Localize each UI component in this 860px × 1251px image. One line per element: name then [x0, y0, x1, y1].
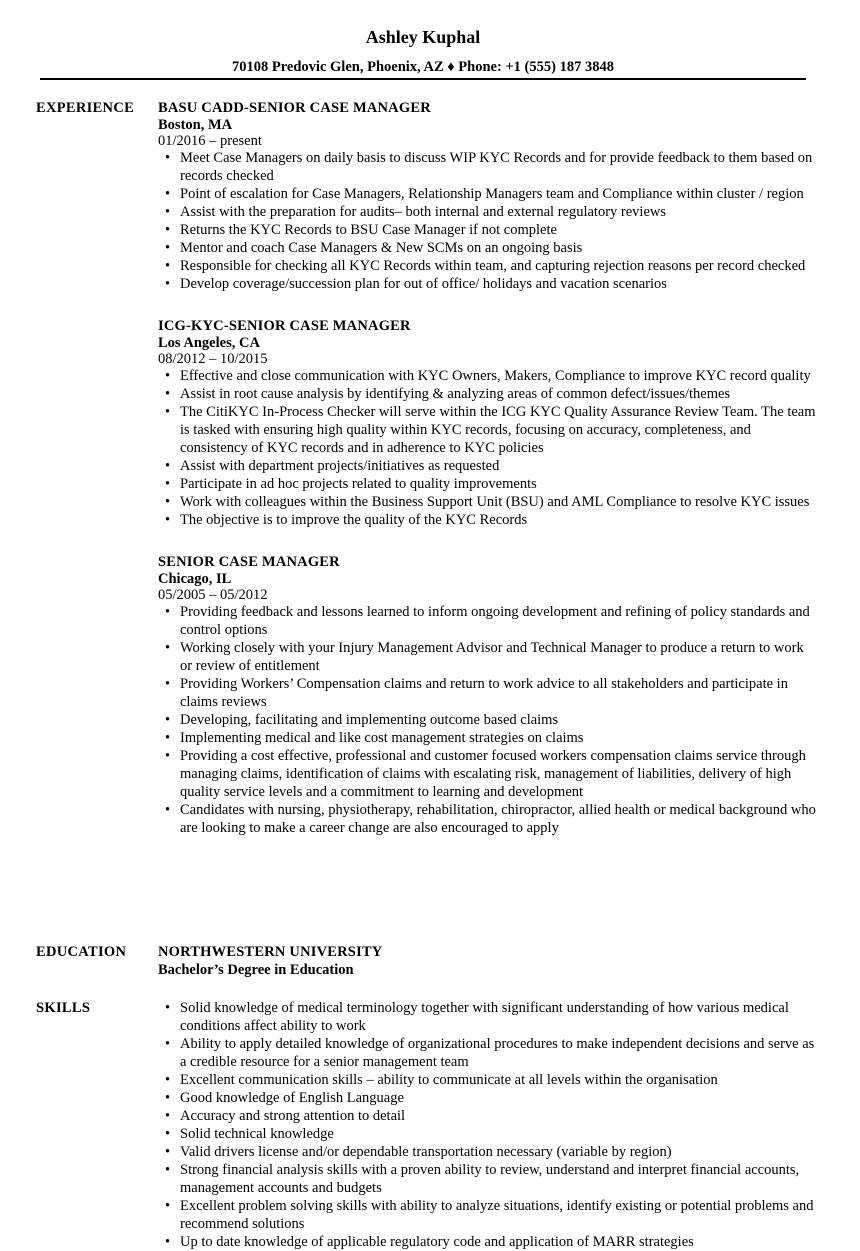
skill-item: • Solid knowledge of medical terminology together with significant understanding of how various medical conditions affect ability to work: [158, 999, 818, 1035]
job-bullet-list: [158, 149, 818, 293]
header-divider: [40, 78, 806, 80]
job-bullet: • The CitiKYC In-Process Checker will serve within the ICG KYC Quality Assurance Review Team. The team is tasked with ensuring high quality within KYC records, focusing on accuracy, completeness, and consistency of KYC records and in adherence to KYC policies: [158, 403, 818, 457]
job-bullet: • Candidates with nursing, physiotherapy, rehabilitation, chiropractor, allied health or medical background who are looking to make a career change are also encouraged to apply: [158, 801, 818, 837]
job-bullet: • The objective is to improve the quality of the KYC Records: [158, 511, 818, 529]
job-location: Chicago, IL: [158, 571, 232, 587]
skill-item: • Valid drivers license and/or dependable transportation necessary (variable by region): [158, 1143, 818, 1161]
skill-item: • Excellent communication skills – ability to communicate at all levels within the organisation: [158, 1071, 818, 1089]
job-entry: [158, 553, 818, 837]
job-bullet: • Effective and close communication with KYC Owners, Makers, Compliance to improve KYC record quality: [158, 367, 818, 385]
job-entry: [158, 99, 818, 293]
job-bullet: • Point of escalation for Case Managers, Relationship Managers team and Compliance within cluster / region: [158, 185, 818, 203]
job-bullet-list: [158, 367, 818, 529]
skill-item: • Accuracy and strong attention to detail: [158, 1107, 818, 1125]
job-bullet: • Assist in root cause analysis by identifying & analyzing areas of common defect/issues/themes: [158, 385, 818, 403]
job-bullet: • Working closely with your Injury Management Advisor and Technical Manager to produce a return to work or review of entitlement: [158, 639, 818, 675]
contact-line: 70108 Predovic Glen, Phoenix, AZ ♦ Phone: +1 (555) 187 3848: [232, 59, 614, 75]
job-dates: 05/2005 – 05/2012: [158, 587, 268, 603]
job-bullet: • Mentor and coach Case Managers & New SCMs on an ongoing basis: [158, 239, 818, 257]
job-location: Los Angeles, CA: [158, 335, 260, 351]
skill-item: • Up to date knowledge of applicable regulatory code and application of MARR strategies: [158, 1233, 818, 1251]
experience-body: [158, 99, 818, 861]
job-bullet: • Develop coverage/succession plan for out of office/ holidays and vacation scenarios: [158, 275, 818, 293]
job-bullet: • Participate in ad hoc projects related to quality improvements: [158, 475, 818, 493]
education-school: NORTHWESTERN UNIVERSITY: [158, 944, 383, 960]
section-heading-experience: EXPERIENCE: [36, 100, 135, 116]
job-bullet: • Developing, facilitating and implementing outcome based claims: [158, 711, 818, 729]
job-bullet: • Providing Workers’ Compensation claims and return to work advice to all stakeholders and participate in claims reviews: [158, 675, 818, 711]
job-bullet-list: [158, 603, 818, 837]
job-title: SENIOR CASE MANAGER: [158, 554, 340, 570]
skill-item: • Excellent problem solving skills with ability to analyze situations, identify existing or potential problems and recommend solutions: [158, 1197, 818, 1233]
job-dates: 01/2016 – present: [158, 133, 262, 149]
job-bullet: • Responsible for checking all KYC Records within team, and capturing rejection reasons per record checked: [158, 257, 818, 275]
section-heading-skills: SKILLS: [36, 1000, 91, 1016]
job-title: ICG-KYC-SENIOR CASE MANAGER: [158, 318, 411, 334]
skill-item: • Ability to apply detailed knowledge of organizational procedures to make independent decisions and serve as a credible resource for a senior management team: [158, 1035, 818, 1071]
education-degree: Bachelor’s Degree in Education: [158, 962, 354, 978]
job-bullet: • Providing feedback and lessons learned to inform ongoing development and refining of policy standards and control options: [158, 603, 818, 639]
job-bullet: • Returns the KYC Records to BSU Case Manager if not complete: [158, 221, 818, 239]
job-location: Boston, MA: [158, 117, 233, 133]
job-bullet: • Assist with department projects/initiatives as requested: [158, 457, 818, 475]
skill-item: • Good knowledge of English Language: [158, 1089, 818, 1107]
job-bullet: • Implementing medical and like cost management strategies on claims: [158, 729, 818, 747]
job-bullet: • Providing a cost effective, professional and customer focused workers compensation claims service through managing claims, identification of claims with escalating risk, management of liabilities, delivery of high quality service levels and a commitment to learning and development: [158, 747, 818, 801]
section-heading-education: EDUCATION: [36, 944, 127, 960]
job-bullet: • Meet Case Managers on daily basis to discuss WIP KYC Records and for provide feedback to them based on records checked: [158, 149, 818, 185]
job-bullet: • Assist with the preparation for audits– both internal and external regulatory reviews: [158, 203, 818, 221]
skills-body: [158, 999, 818, 1251]
education-body: [158, 943, 818, 980]
job-title: BASU CADD-SENIOR CASE MANAGER: [158, 100, 431, 116]
job-entry: [158, 317, 818, 529]
job-dates: 08/2012 – 10/2015: [158, 351, 268, 367]
skills-list: [158, 999, 818, 1251]
skill-item: • Strong financial analysis skills with a proven ability to review, understand and interpret financial accounts, management accounts and budgets: [158, 1161, 818, 1197]
job-bullet: • Work with colleagues within the Business Support Unit (BSU) and AML Compliance to resolve KYC issues: [158, 493, 818, 511]
candidate-name: Ashley Kuphal: [365, 27, 481, 47]
skill-item: • Solid technical knowledge: [158, 1125, 818, 1143]
